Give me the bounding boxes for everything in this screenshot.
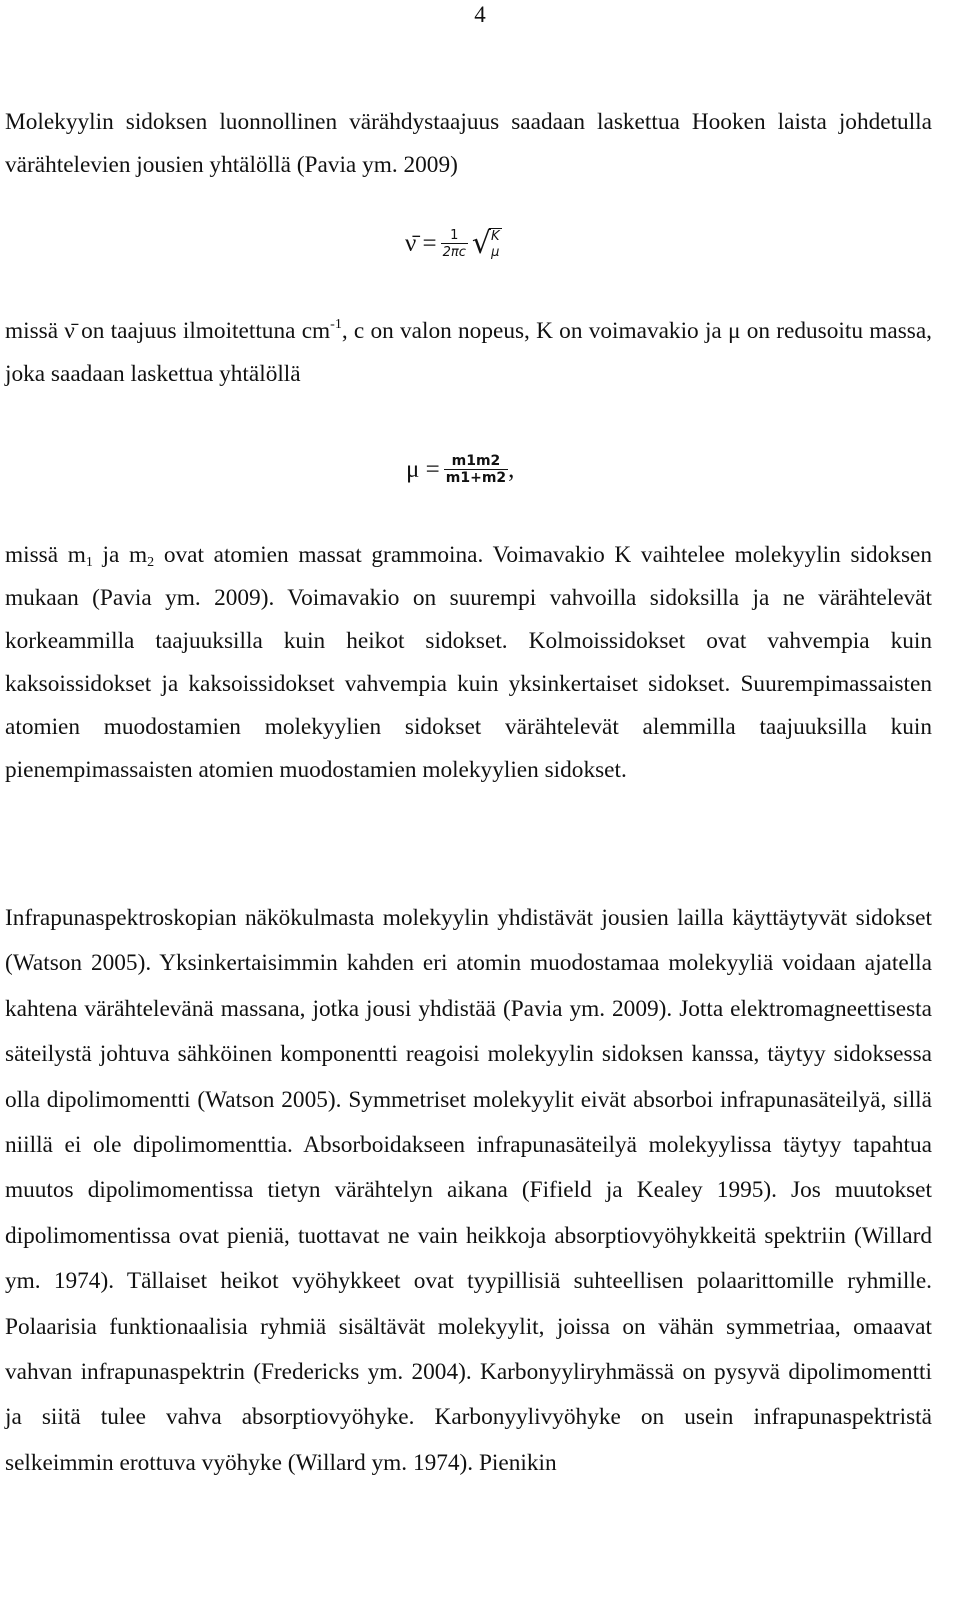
paragraph-force-constant: missä $m_1$ ja $m_2$ ovat atomien massat grammoina. Voimavakio K vaihtelee molekyylin sidoksen mukaan (Pavia ym. 2009). Voimavakio on suurempi vahvoilla sidoksilla ja ne värähtelevät korkeammilla taajuuksilla kuin heikot sidokset. Kolmoissidokset ovat vahvempia kuin kaksoissidokset ja kaksoissidokset vahvempia kuin yksinkertaiset sidokset. Suurempimassaisten atomien muodostamien molekyylien sidokset värähtelevät alemmilla taajuuksilla kuin pienempimassaisten atomien muodostamien molekyylien sidokset.	[5, 542, 932, 783]
fraction-denominator: 2πc	[442, 244, 466, 260]
page-number: 4	[474, 2, 486, 27]
paragraph-ir-spectroscopy: Infrapunaspektroskopian näkökulmasta molekyylin yhdistävät jousien lailla käyttäytyvät sidokset (Watson 2005). Yksinkertaisimmin kahden eri atomin muodostamaa molekyyliä voidaan ajatella kahtena värähtelevänä massana, jotka jousi yhdistää (Pavia ym. 2009). Jotta elektromagneettisesta säteilystä johtuva sähköinen komponentti reagoisi molekyylin sidoksen kanssa, täytyy sidoksessa olla dipolimomentti (Watson 2005). Symmetriset molekyylit eivät absorboi infrapunasäteilyä, sillä niillä ei ole dipolimomenttia. Absorboidakseen infrapunasäteilyä molekyylissa täytyy tapahtua muutos dipolimomentissa tietyn värähtelyn aikana (Fifield ja Kealey 1995). Jos muutokset dipolimomentissa ovat pieniä, tuottavat ne vain heikkoja absorptiovyöhykkeitä spektriin (Willard ym. 1974). Tällaiset heikot vyöhykkeet ovat tyypillisiä suhteellisen polaarittomille ryhmille. Polaarisia funktionaalisia ryhmiä sisältävät molekyylit, joissa on vähän symmetriaa, omaavat vahvan infrapunaspektrin (Fredericks ym. 2004). Karbonyyliryhmässä on pysyvä dipolimomentti ja siitä tulee vahva absorptiovyöhyke. Karbonyylivyöhyke on usein infrapunaspektristä selkeimmin erottuva vyöhyke (Willard ym. 1974). Pienikin	[5, 905, 932, 1476]
equation-lhs: μ =	[406, 456, 440, 483]
equation-lhs: ν̄ =	[405, 229, 437, 257]
equation-trailing-comma: ,	[508, 456, 515, 483]
radicand-denominator: μ	[491, 244, 500, 260]
radicand-numerator: K	[491, 228, 500, 244]
paragraph-intro: Molekyylin sidoksen luonnollinen värähdystaajuus saadaan laskettua Hooken laista johdetulla värähtelevien jousien yhtälöllä (Pavia ym. 2009)	[5, 109, 932, 178]
paragraph-definitions: missä ν̄ on taajuus ilmoitettuna $cm^{-1}$, c on valon nopeus, K on voimavakio ja μ on redusoitu massa, joka saadaan laskettua yhtälöllä	[5, 317, 932, 387]
fraction-numerator: 1	[450, 227, 459, 243]
equation-fraction	[441, 228, 468, 260]
radicand	[489, 228, 502, 260]
equation-reduced-mass	[406, 454, 514, 486]
fraction-denominator: m1+m2	[445, 470, 507, 486]
radical-sign-icon: √	[471, 226, 492, 261]
fraction-numerator: m1m2	[451, 453, 501, 469]
equation-fraction	[444, 454, 508, 486]
square-root	[472, 226, 502, 261]
equation-frequency	[405, 226, 502, 261]
